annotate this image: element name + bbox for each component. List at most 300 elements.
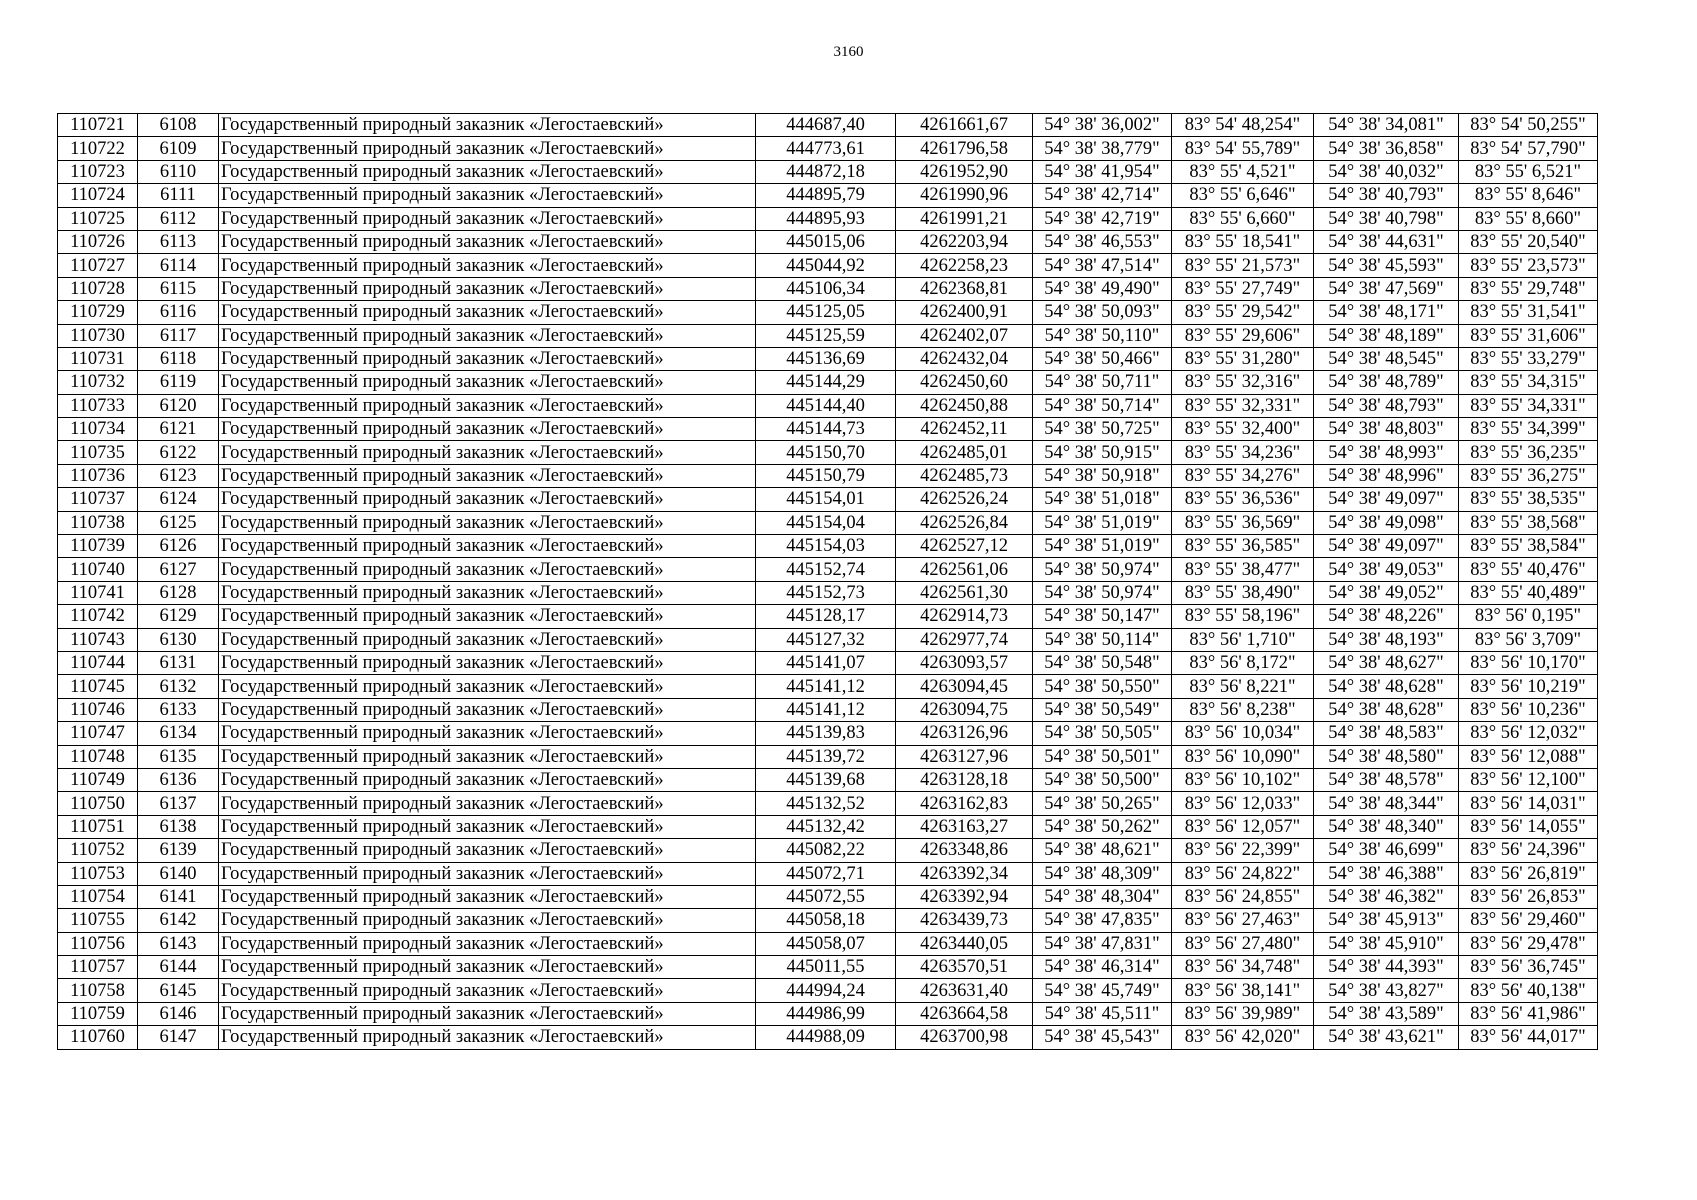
y-coordinate-cell: 4262402,07 — [896, 324, 1033, 347]
object-name-cell: Государственный природный заказник «Легостаевский» — [219, 581, 756, 604]
latitude-2-cell: 54° 38' 49,053" — [1314, 558, 1459, 581]
x-coordinate-cell: 445144,40 — [756, 394, 896, 417]
point-number-cell: 6128 — [138, 581, 219, 604]
latitude-1-cell: 54° 38' 50,265" — [1033, 792, 1172, 815]
table-row — [58, 722, 1598, 745]
y-coordinate-cell: 4262977,74 — [896, 628, 1033, 651]
table-row — [58, 815, 1598, 838]
x-coordinate-cell: 445141,12 — [756, 698, 896, 721]
latitude-2-cell: 54° 38' 48,789" — [1314, 371, 1459, 394]
latitude-1-cell: 54° 38' 42,719" — [1033, 207, 1172, 230]
latitude-2-cell: 54° 38' 43,827" — [1314, 979, 1459, 1002]
y-coordinate-cell: 4262450,88 — [896, 394, 1033, 417]
latitude-1-cell: 54° 38' 51,019" — [1033, 535, 1172, 558]
x-coordinate-cell: 444773,61 — [756, 137, 896, 160]
latitude-1-cell: 54° 38' 50,110" — [1033, 324, 1172, 347]
object-name-cell: Государственный природный заказник «Легостаевский» — [219, 160, 756, 183]
x-coordinate-cell: 445082,22 — [756, 839, 896, 862]
x-coordinate-cell: 445152,73 — [756, 581, 896, 604]
object-name-cell: Государственный природный заказник «Легостаевский» — [219, 371, 756, 394]
x-coordinate-cell: 445128,17 — [756, 605, 896, 628]
longitude-2-cell: 83° 55' 40,489" — [1459, 581, 1598, 604]
y-coordinate-cell: 4262526,24 — [896, 488, 1033, 511]
table-row — [58, 347, 1598, 370]
record-number-cell: 110740 — [58, 558, 138, 581]
object-name-cell: Государственный природный заказник «Легостаевский» — [219, 628, 756, 651]
longitude-2-cell: 83° 54' 57,790" — [1459, 137, 1598, 160]
x-coordinate-cell: 445139,72 — [756, 745, 896, 768]
y-coordinate-cell: 4263127,96 — [896, 745, 1033, 768]
record-number-cell: 110744 — [58, 651, 138, 674]
object-name-cell: Государственный природный заказник «Легостаевский» — [219, 230, 756, 253]
latitude-2-cell: 54° 38' 48,583" — [1314, 722, 1459, 745]
record-number-cell: 110729 — [58, 301, 138, 324]
latitude-1-cell: 54° 38' 50,918" — [1033, 464, 1172, 487]
record-number-cell: 110726 — [58, 230, 138, 253]
object-name-cell: Государственный природный заказник «Легостаевский» — [219, 1026, 756, 1049]
table-row — [58, 839, 1598, 862]
record-number-cell: 110747 — [58, 722, 138, 745]
latitude-2-cell: 54° 38' 48,171" — [1314, 301, 1459, 324]
object-name-cell: Государственный природный заказник «Легостаевский» — [219, 768, 756, 791]
latitude-1-cell: 54° 38' 50,714" — [1033, 394, 1172, 417]
longitude-2-cell: 83° 55' 36,235" — [1459, 441, 1598, 464]
longitude-1-cell: 83° 56' 24,822" — [1172, 862, 1314, 885]
longitude-1-cell: 83° 55' 32,331" — [1172, 394, 1314, 417]
table-row — [58, 207, 1598, 230]
point-number-cell: 6132 — [138, 675, 219, 698]
record-number-cell: 110734 — [58, 418, 138, 441]
longitude-1-cell: 83° 55' 27,749" — [1172, 277, 1314, 300]
latitude-2-cell: 54° 38' 48,628" — [1314, 675, 1459, 698]
record-number-cell: 110756 — [58, 932, 138, 955]
longitude-2-cell: 83° 56' 26,819" — [1459, 862, 1598, 885]
longitude-2-cell: 83° 56' 29,460" — [1459, 909, 1598, 932]
coordinates-table — [57, 113, 1598, 1050]
point-number-cell: 6125 — [138, 511, 219, 534]
record-number-cell: 110736 — [58, 464, 138, 487]
latitude-1-cell: 54° 38' 51,018" — [1033, 488, 1172, 511]
latitude-2-cell: 54° 38' 40,032" — [1314, 160, 1459, 183]
record-number-cell: 110752 — [58, 839, 138, 862]
object-name-cell: Государственный природный заказник «Легостаевский» — [219, 301, 756, 324]
longitude-2-cell: 83° 55' 8,646" — [1459, 184, 1598, 207]
longitude-2-cell: 83° 55' 8,660" — [1459, 207, 1598, 230]
latitude-1-cell: 54° 38' 50,548" — [1033, 651, 1172, 674]
longitude-2-cell: 83° 55' 31,606" — [1459, 324, 1598, 347]
x-coordinate-cell: 445139,83 — [756, 722, 896, 745]
point-number-cell: 6134 — [138, 722, 219, 745]
latitude-2-cell: 54° 38' 48,627" — [1314, 651, 1459, 674]
point-number-cell: 6138 — [138, 815, 219, 838]
longitude-2-cell: 83° 56' 44,017" — [1459, 1026, 1598, 1049]
x-coordinate-cell: 445106,34 — [756, 277, 896, 300]
table-row — [58, 581, 1598, 604]
object-name-cell: Государственный природный заказник «Легостаевский» — [219, 675, 756, 698]
point-number-cell: 6123 — [138, 464, 219, 487]
latitude-2-cell: 54° 38' 44,631" — [1314, 230, 1459, 253]
latitude-1-cell: 54° 38' 50,466" — [1033, 347, 1172, 370]
y-coordinate-cell: 4263392,94 — [896, 885, 1033, 908]
longitude-1-cell: 83° 55' 31,280" — [1172, 347, 1314, 370]
latitude-1-cell: 54° 38' 42,714" — [1033, 184, 1172, 207]
table-row — [58, 862, 1598, 885]
object-name-cell: Государственный природный заказник «Легостаевский» — [219, 324, 756, 347]
point-number-cell: 6126 — [138, 535, 219, 558]
latitude-2-cell: 54° 38' 49,052" — [1314, 581, 1459, 604]
table-row — [58, 441, 1598, 464]
record-number-cell: 110755 — [58, 909, 138, 932]
point-number-cell: 6121 — [138, 418, 219, 441]
longitude-2-cell: 83° 55' 29,748" — [1459, 277, 1598, 300]
x-coordinate-cell: 444986,99 — [756, 1002, 896, 1025]
longitude-1-cell: 83° 55' 29,542" — [1172, 301, 1314, 324]
latitude-2-cell: 54° 38' 48,580" — [1314, 745, 1459, 768]
x-coordinate-cell: 445125,59 — [756, 324, 896, 347]
point-number-cell: 6133 — [138, 698, 219, 721]
x-coordinate-cell: 445144,29 — [756, 371, 896, 394]
table-row — [58, 418, 1598, 441]
latitude-2-cell: 54° 38' 49,097" — [1314, 488, 1459, 511]
latitude-2-cell: 54° 38' 40,793" — [1314, 184, 1459, 207]
page-number: 3160 — [833, 44, 864, 60]
point-number-cell: 6108 — [138, 114, 219, 137]
object-name-cell: Государственный природный заказник «Легостаевский» — [219, 184, 756, 207]
object-name-cell: Государственный природный заказник «Легостаевский» — [219, 535, 756, 558]
longitude-1-cell: 83° 56' 38,141" — [1172, 979, 1314, 1002]
x-coordinate-cell: 444895,79 — [756, 184, 896, 207]
point-number-cell: 6111 — [138, 184, 219, 207]
y-coordinate-cell: 4263163,27 — [896, 815, 1033, 838]
latitude-1-cell: 54° 38' 49,490" — [1033, 277, 1172, 300]
table-row — [58, 277, 1598, 300]
table-row — [58, 768, 1598, 791]
latitude-2-cell: 54° 38' 46,699" — [1314, 839, 1459, 862]
record-number-cell: 110725 — [58, 207, 138, 230]
object-name-cell: Государственный природный заказник «Легостаевский» — [219, 862, 756, 885]
point-number-cell: 6112 — [138, 207, 219, 230]
x-coordinate-cell: 445139,68 — [756, 768, 896, 791]
longitude-1-cell: 83° 55' 36,569" — [1172, 511, 1314, 534]
longitude-2-cell: 83° 56' 14,055" — [1459, 815, 1598, 838]
x-coordinate-cell: 445141,12 — [756, 675, 896, 698]
latitude-1-cell: 54° 38' 50,974" — [1033, 558, 1172, 581]
object-name-cell: Государственный природный заказник «Легостаевский» — [219, 488, 756, 511]
latitude-1-cell: 54° 38' 48,309" — [1033, 862, 1172, 885]
latitude-1-cell: 54° 38' 51,019" — [1033, 511, 1172, 534]
object-name-cell: Государственный природный заказник «Легостаевский» — [219, 605, 756, 628]
object-name-cell: Государственный природный заказник «Легостаевский» — [219, 1002, 756, 1025]
longitude-1-cell: 83° 56' 42,020" — [1172, 1026, 1314, 1049]
longitude-1-cell: 83° 55' 29,606" — [1172, 324, 1314, 347]
object-name-cell: Государственный природный заказник «Легостаевский» — [219, 441, 756, 464]
latitude-1-cell: 54° 38' 45,749" — [1033, 979, 1172, 1002]
longitude-1-cell: 83° 56' 34,748" — [1172, 956, 1314, 979]
longitude-1-cell: 83° 56' 8,221" — [1172, 675, 1314, 698]
longitude-1-cell: 83° 54' 48,254" — [1172, 114, 1314, 137]
table-row — [58, 675, 1598, 698]
point-number-cell: 6119 — [138, 371, 219, 394]
record-number-cell: 110721 — [58, 114, 138, 137]
longitude-1-cell: 83° 55' 34,236" — [1172, 441, 1314, 464]
longitude-1-cell: 83° 55' 34,276" — [1172, 464, 1314, 487]
longitude-2-cell: 83° 56' 12,100" — [1459, 768, 1598, 791]
table-row — [58, 1026, 1598, 1049]
point-number-cell: 6137 — [138, 792, 219, 815]
x-coordinate-cell: 445132,52 — [756, 792, 896, 815]
y-coordinate-cell: 4263392,34 — [896, 862, 1033, 885]
longitude-2-cell: 83° 55' 33,279" — [1459, 347, 1598, 370]
x-coordinate-cell: 445072,55 — [756, 885, 896, 908]
table-row — [58, 698, 1598, 721]
object-name-cell: Государственный природный заказник «Легостаевский» — [219, 956, 756, 979]
point-number-cell: 6109 — [138, 137, 219, 160]
latitude-1-cell: 54° 38' 47,831" — [1033, 932, 1172, 955]
object-name-cell: Государственный природный заказник «Легостаевский» — [219, 792, 756, 815]
point-number-cell: 6120 — [138, 394, 219, 417]
longitude-1-cell: 83° 55' 4,521" — [1172, 160, 1314, 183]
x-coordinate-cell: 445150,70 — [756, 441, 896, 464]
latitude-2-cell: 54° 38' 48,993" — [1314, 441, 1459, 464]
point-number-cell: 6136 — [138, 768, 219, 791]
object-name-cell: Государственный природный заказник «Легостаевский» — [219, 979, 756, 1002]
table-body — [58, 114, 1598, 1050]
table-row — [58, 137, 1598, 160]
longitude-2-cell: 83° 56' 29,478" — [1459, 932, 1598, 955]
y-coordinate-cell: 4263126,96 — [896, 722, 1033, 745]
record-number-cell: 110737 — [58, 488, 138, 511]
latitude-2-cell: 54° 38' 43,589" — [1314, 1002, 1459, 1025]
latitude-2-cell: 54° 38' 48,793" — [1314, 394, 1459, 417]
table-row — [58, 885, 1598, 908]
latitude-1-cell: 54° 38' 50,093" — [1033, 301, 1172, 324]
point-number-cell: 6124 — [138, 488, 219, 511]
latitude-2-cell: 54° 38' 43,621" — [1314, 1026, 1459, 1049]
object-name-cell: Государственный природный заказник «Легостаевский» — [219, 815, 756, 838]
latitude-2-cell: 54° 38' 49,098" — [1314, 511, 1459, 534]
latitude-1-cell: 54° 38' 38,779" — [1033, 137, 1172, 160]
longitude-2-cell: 83° 56' 10,219" — [1459, 675, 1598, 698]
point-number-cell: 6130 — [138, 628, 219, 651]
longitude-1-cell: 83° 56' 1,710" — [1172, 628, 1314, 651]
table-row — [58, 184, 1598, 207]
y-coordinate-cell: 4262368,81 — [896, 277, 1033, 300]
table-row — [58, 324, 1598, 347]
table-row — [58, 1002, 1598, 1025]
x-coordinate-cell: 445125,05 — [756, 301, 896, 324]
longitude-2-cell: 83° 55' 34,399" — [1459, 418, 1598, 441]
latitude-1-cell: 54° 38' 50,974" — [1033, 581, 1172, 604]
object-name-cell: Государственный природный заказник «Легостаевский» — [219, 558, 756, 581]
longitude-2-cell: 83° 55' 31,541" — [1459, 301, 1598, 324]
table-row — [58, 628, 1598, 651]
point-number-cell: 6135 — [138, 745, 219, 768]
x-coordinate-cell: 444895,93 — [756, 207, 896, 230]
longitude-2-cell: 83° 56' 10,170" — [1459, 651, 1598, 674]
longitude-1-cell: 83° 55' 32,316" — [1172, 371, 1314, 394]
longitude-2-cell: 83° 55' 34,315" — [1459, 371, 1598, 394]
point-number-cell: 6146 — [138, 1002, 219, 1025]
point-number-cell: 6114 — [138, 254, 219, 277]
record-number-cell: 110759 — [58, 1002, 138, 1025]
object-name-cell: Государственный природный заказник «Легостаевский» — [219, 277, 756, 300]
longitude-1-cell: 83° 56' 27,480" — [1172, 932, 1314, 955]
longitude-2-cell: 83° 55' 6,521" — [1459, 160, 1598, 183]
x-coordinate-cell: 445058,07 — [756, 932, 896, 955]
longitude-1-cell: 83° 56' 10,090" — [1172, 745, 1314, 768]
latitude-2-cell: 54° 38' 48,578" — [1314, 768, 1459, 791]
longitude-2-cell: 83° 56' 26,853" — [1459, 885, 1598, 908]
object-name-cell: Государственный природный заказник «Легостаевский» — [219, 464, 756, 487]
longitude-2-cell: 83° 55' 38,584" — [1459, 535, 1598, 558]
y-coordinate-cell: 4261990,96 — [896, 184, 1033, 207]
record-number-cell: 110749 — [58, 768, 138, 791]
y-coordinate-cell: 4261952,90 — [896, 160, 1033, 183]
object-name-cell: Государственный природный заказник «Легостаевский» — [219, 254, 756, 277]
longitude-1-cell: 83° 55' 6,646" — [1172, 184, 1314, 207]
table-row — [58, 464, 1598, 487]
longitude-2-cell: 83° 55' 40,476" — [1459, 558, 1598, 581]
y-coordinate-cell: 4261991,21 — [896, 207, 1033, 230]
latitude-2-cell: 54° 38' 45,593" — [1314, 254, 1459, 277]
y-coordinate-cell: 4262561,06 — [896, 558, 1033, 581]
x-coordinate-cell: 445136,69 — [756, 347, 896, 370]
y-coordinate-cell: 4262450,60 — [896, 371, 1033, 394]
x-coordinate-cell: 444687,40 — [756, 114, 896, 137]
latitude-2-cell: 54° 38' 44,393" — [1314, 956, 1459, 979]
table-row — [58, 605, 1598, 628]
point-number-cell: 6143 — [138, 932, 219, 955]
longitude-1-cell: 83° 56' 8,172" — [1172, 651, 1314, 674]
longitude-1-cell: 83° 56' 22,399" — [1172, 839, 1314, 862]
latitude-2-cell: 54° 38' 48,340" — [1314, 815, 1459, 838]
latitude-1-cell: 54° 38' 36,002" — [1033, 114, 1172, 137]
y-coordinate-cell: 4263348,86 — [896, 839, 1033, 862]
table-row — [58, 745, 1598, 768]
latitude-1-cell: 54° 38' 50,501" — [1033, 745, 1172, 768]
latitude-2-cell: 54° 38' 48,193" — [1314, 628, 1459, 651]
record-number-cell: 110724 — [58, 184, 138, 207]
point-number-cell: 6118 — [138, 347, 219, 370]
object-name-cell: Государственный природный заказник «Легостаевский» — [219, 394, 756, 417]
table-row — [58, 535, 1598, 558]
latitude-1-cell: 54° 38' 50,500" — [1033, 768, 1172, 791]
table-row — [58, 371, 1598, 394]
point-number-cell: 6140 — [138, 862, 219, 885]
point-number-cell: 6147 — [138, 1026, 219, 1049]
longitude-2-cell: 83° 56' 40,138" — [1459, 979, 1598, 1002]
record-number-cell: 110727 — [58, 254, 138, 277]
latitude-1-cell: 54° 38' 41,954" — [1033, 160, 1172, 183]
point-number-cell: 6139 — [138, 839, 219, 862]
record-number-cell: 110754 — [58, 885, 138, 908]
latitude-1-cell: 54° 38' 48,304" — [1033, 885, 1172, 908]
x-coordinate-cell: 445044,92 — [756, 254, 896, 277]
latitude-1-cell: 54° 38' 46,553" — [1033, 230, 1172, 253]
y-coordinate-cell: 4261796,58 — [896, 137, 1033, 160]
longitude-2-cell: 83° 56' 12,088" — [1459, 745, 1598, 768]
table-row — [58, 909, 1598, 932]
table-row — [58, 932, 1598, 955]
longitude-1-cell: 83° 56' 12,057" — [1172, 815, 1314, 838]
longitude-2-cell: 83° 55' 23,573" — [1459, 254, 1598, 277]
object-name-cell: Государственный природный заказник «Легостаевский» — [219, 114, 756, 137]
latitude-2-cell: 54° 38' 34,081" — [1314, 114, 1459, 137]
y-coordinate-cell: 4262914,73 — [896, 605, 1033, 628]
longitude-1-cell: 83° 55' 36,536" — [1172, 488, 1314, 511]
y-coordinate-cell: 4263631,40 — [896, 979, 1033, 1002]
point-number-cell: 6117 — [138, 324, 219, 347]
latitude-2-cell: 54° 38' 40,798" — [1314, 207, 1459, 230]
record-number-cell: 110723 — [58, 160, 138, 183]
point-number-cell: 6122 — [138, 441, 219, 464]
record-number-cell: 110750 — [58, 792, 138, 815]
y-coordinate-cell: 4263093,57 — [896, 651, 1033, 674]
longitude-1-cell: 83° 56' 39,989" — [1172, 1002, 1314, 1025]
record-number-cell: 110746 — [58, 698, 138, 721]
x-coordinate-cell: 445154,03 — [756, 535, 896, 558]
latitude-1-cell: 54° 38' 50,915" — [1033, 441, 1172, 464]
object-name-cell: Государственный природный заказник «Легостаевский» — [219, 745, 756, 768]
table-row — [58, 488, 1598, 511]
object-name-cell: Государственный природный заказник «Легостаевский» — [219, 932, 756, 955]
longitude-2-cell: 83° 56' 24,396" — [1459, 839, 1598, 862]
longitude-1-cell: 83° 56' 8,238" — [1172, 698, 1314, 721]
y-coordinate-cell: 4263664,58 — [896, 1002, 1033, 1025]
x-coordinate-cell: 445127,32 — [756, 628, 896, 651]
y-coordinate-cell: 4262527,12 — [896, 535, 1033, 558]
longitude-1-cell: 83° 56' 10,034" — [1172, 722, 1314, 745]
longitude-1-cell: 83° 55' 21,573" — [1172, 254, 1314, 277]
table-row — [58, 792, 1598, 815]
x-coordinate-cell: 445152,74 — [756, 558, 896, 581]
point-number-cell: 6142 — [138, 909, 219, 932]
point-number-cell: 6145 — [138, 979, 219, 1002]
longitude-1-cell: 83° 56' 27,463" — [1172, 909, 1314, 932]
longitude-1-cell: 83° 55' 36,585" — [1172, 535, 1314, 558]
longitude-1-cell: 83° 56' 24,855" — [1172, 885, 1314, 908]
latitude-2-cell: 54° 38' 45,910" — [1314, 932, 1459, 955]
table-row — [58, 160, 1598, 183]
table-row — [58, 230, 1598, 253]
record-number-cell: 110753 — [58, 862, 138, 885]
x-coordinate-cell: 445154,04 — [756, 511, 896, 534]
latitude-1-cell: 54° 38' 50,550" — [1033, 675, 1172, 698]
latitude-1-cell: 54° 38' 47,514" — [1033, 254, 1172, 277]
record-number-cell: 110730 — [58, 324, 138, 347]
y-coordinate-cell: 4263128,18 — [896, 768, 1033, 791]
table-row — [58, 254, 1598, 277]
y-coordinate-cell: 4262561,30 — [896, 581, 1033, 604]
x-coordinate-cell: 444872,18 — [756, 160, 896, 183]
object-name-cell: Государственный природный заказник «Легостаевский» — [219, 511, 756, 534]
y-coordinate-cell: 4263570,51 — [896, 956, 1033, 979]
latitude-2-cell: 54° 38' 47,569" — [1314, 277, 1459, 300]
latitude-2-cell: 54° 38' 45,913" — [1314, 909, 1459, 932]
latitude-2-cell: 54° 38' 49,097" — [1314, 535, 1459, 558]
record-number-cell: 110738 — [58, 511, 138, 534]
table-row — [58, 301, 1598, 324]
longitude-1-cell: 83° 55' 18,541" — [1172, 230, 1314, 253]
record-number-cell: 110757 — [58, 956, 138, 979]
point-number-cell: 6141 — [138, 885, 219, 908]
y-coordinate-cell: 4262432,04 — [896, 347, 1033, 370]
record-number-cell: 110741 — [58, 581, 138, 604]
longitude-2-cell: 83° 55' 38,568" — [1459, 511, 1598, 534]
record-number-cell: 110742 — [58, 605, 138, 628]
latitude-1-cell: 54° 38' 50,147" — [1033, 605, 1172, 628]
table-row — [58, 651, 1598, 674]
